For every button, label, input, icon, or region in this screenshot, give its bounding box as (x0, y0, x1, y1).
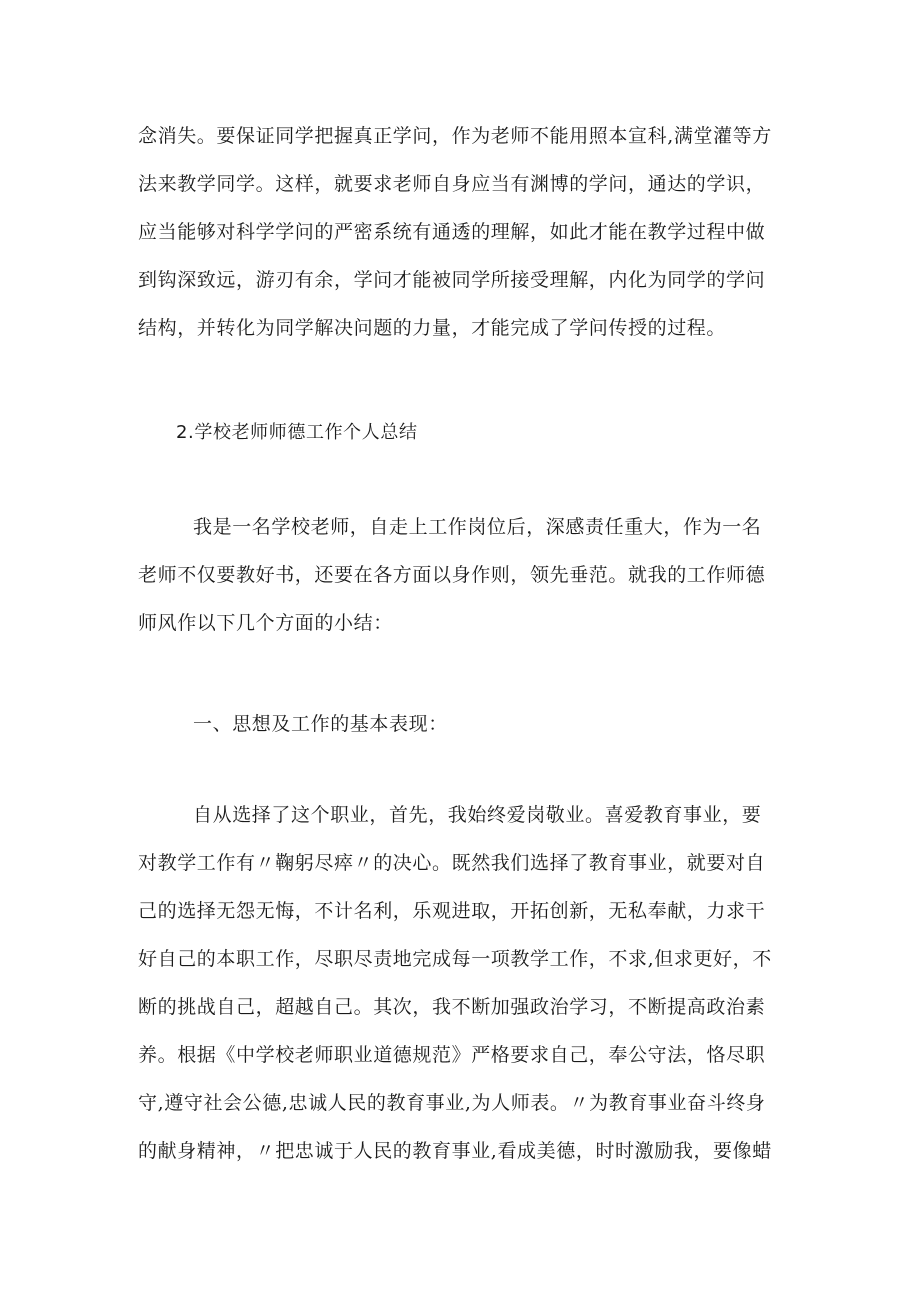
paragraph-1-line-4: 到钩深致远，游刃有余，学问才能被同学所接受理解，内化为同学的学问 (138, 269, 766, 291)
subheading: 一、思想及工作的基本表现： (193, 713, 448, 735)
paragraph-3-line-7: 守,遵守社会公德,忠诚人民的教育事业,为人师表。〃为教育事业奋斗终身 (138, 1092, 766, 1114)
paragraph-3-line-6: 养。根据《中学校老师职业道德规范》严格要求自己，奉公守法，恪尽职 (138, 1044, 766, 1066)
paragraph-3-line-1: 自从选择了这个职业，首先，我始终爱岗敬业。喜爱教育事业，要 (193, 804, 762, 826)
paragraph-1-line-1: 念消失。要保证同学把握真正学问，作为老师不能用照本宣科,满堂灌等方 (138, 125, 772, 147)
paragraph-2-line-1: 我是一名学校老师，自走上工作岗位后，深感责任重大，作为一名 (193, 516, 762, 538)
paragraph-3-line-8: 的献身精神，〃把忠诚于人民的教育事业,看成美德，时时激励我，要像蜡 (138, 1140, 772, 1162)
paragraph-1-line-2: 法来教学同学。这样，就要求老师自身应当有渊博的学问，通达的学识， (138, 173, 766, 195)
paragraph-3-line-3: 己的选择无怨无悔，不计名利，乐观进取，开拓创新，无私奉献，力求干 (138, 900, 766, 922)
paragraph-3-line-4: 好自己的本职工作，尽职尽责地完成每一项教学工作，不求,但求更好，不 (138, 948, 772, 970)
paragraph-1-line-5: 结构，并转化为同学解决问题的力量，才能完成了学问传授的过程。 (138, 317, 727, 339)
paragraph-3-line-2: 对教学工作有〃鞠躬尽瘁〃的决心。既然我们选择了教育事业，就要对自 (138, 852, 766, 874)
paragraph-2-line-2: 老师不仅要教好书，还要在各方面以身作则，领先垂范。就我的工作师德 (138, 564, 766, 586)
paragraph-3-line-5: 断的挑战自己，超越自己。其次，我不断加强政治学习，不断提高政治素 (138, 996, 766, 1018)
paragraph-2-line-3: 师风作以下几个方面的小结： (138, 612, 393, 634)
section-heading: 2.学校老师师德工作个人总结 (176, 422, 418, 443)
paragraph-1-line-3: 应当能够对科学学问的严密系统有通透的理解，如此才能在教学过程中做 (138, 221, 766, 243)
